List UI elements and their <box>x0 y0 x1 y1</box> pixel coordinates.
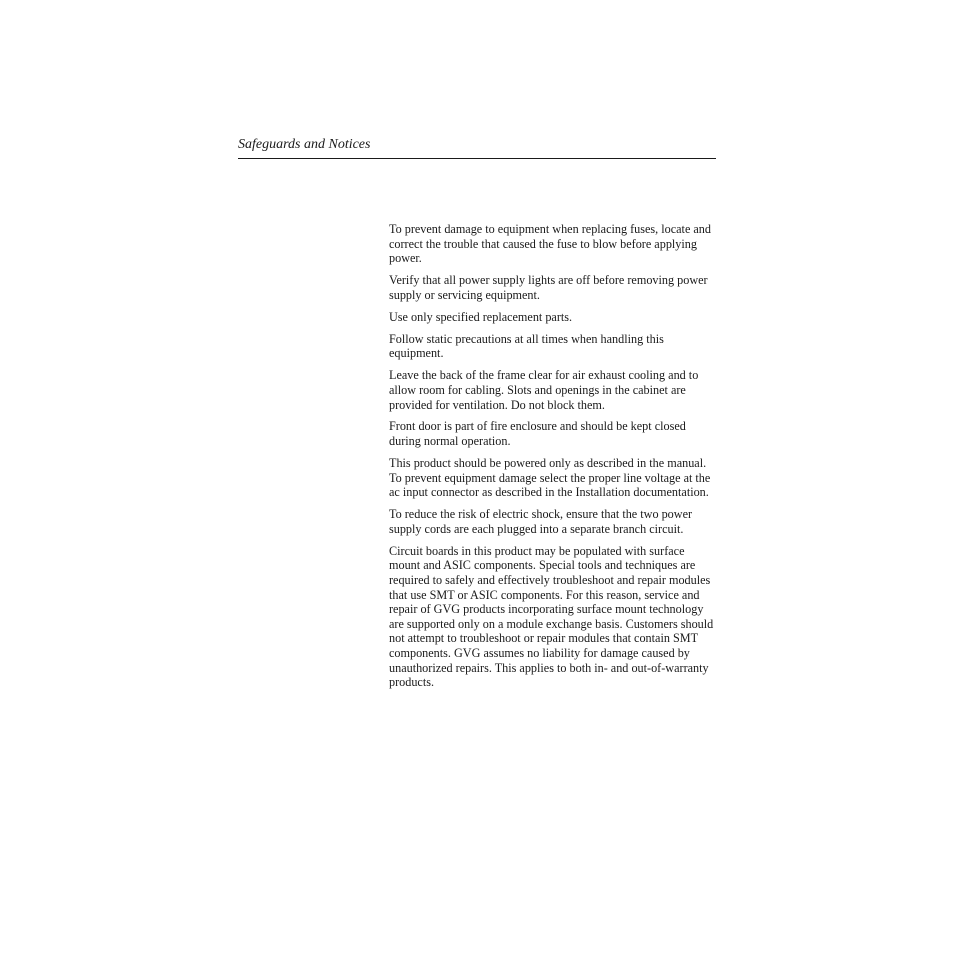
static-precautions-notice: Follow static precautions at all times when handling this equipment. <box>389 331 664 361</box>
circuit-board-notice: Circuit boards in this product may be populated with surface mount and ASIC components. Special tools and techniques are required to safely and effectively troubleshoot and repair modules that use SMT or ASIC components. For this reason, service and repair of GVG products incorporating surface mount technology are supported only on a module exchange basis. Customers should not attempt to troubleshoot or repair modules that contain SMT components. GVG assumes no liability for damage caused by unauthorized repairs. This applies to both in- and out-of-warranty products. <box>389 543 714 690</box>
power-voltage-notice: This product should be powered only as described in the manual. To prevent equipment damage select the proper line voltage at the ac input connector as described in the Installation documentation. <box>389 456 711 500</box>
electric-shock-notice: To reduce the risk of electric shock, ensure that the two power supply cords are each plugged into a separate branch circuit. <box>389 507 693 536</box>
notice-text-block <box>389 222 716 697</box>
power-lights-notice: Verify that all power supply lights are off before removing power supply or servicing equipment. <box>389 273 708 302</box>
page-title: Safeguards and Notices <box>238 137 371 152</box>
front-door-notice: Front door is part of fire enclosure and should be kept closed during normal operation. <box>389 419 686 449</box>
replacement-parts-notice: Use only specified replacement parts. <box>389 309 573 324</box>
running-header <box>238 137 716 159</box>
ventilation-notice: Leave the back of the frame clear for air exhaust cooling and to allow room for cabling. Slots and openings in the cabinet are provided for ventilation. Do not block them. <box>389 368 699 412</box>
fuse-replacement-notice: To prevent damage to equipment when replacing fuses, locate and correct the trouble that caused the fuse to blow before applying power. <box>389 222 711 266</box>
